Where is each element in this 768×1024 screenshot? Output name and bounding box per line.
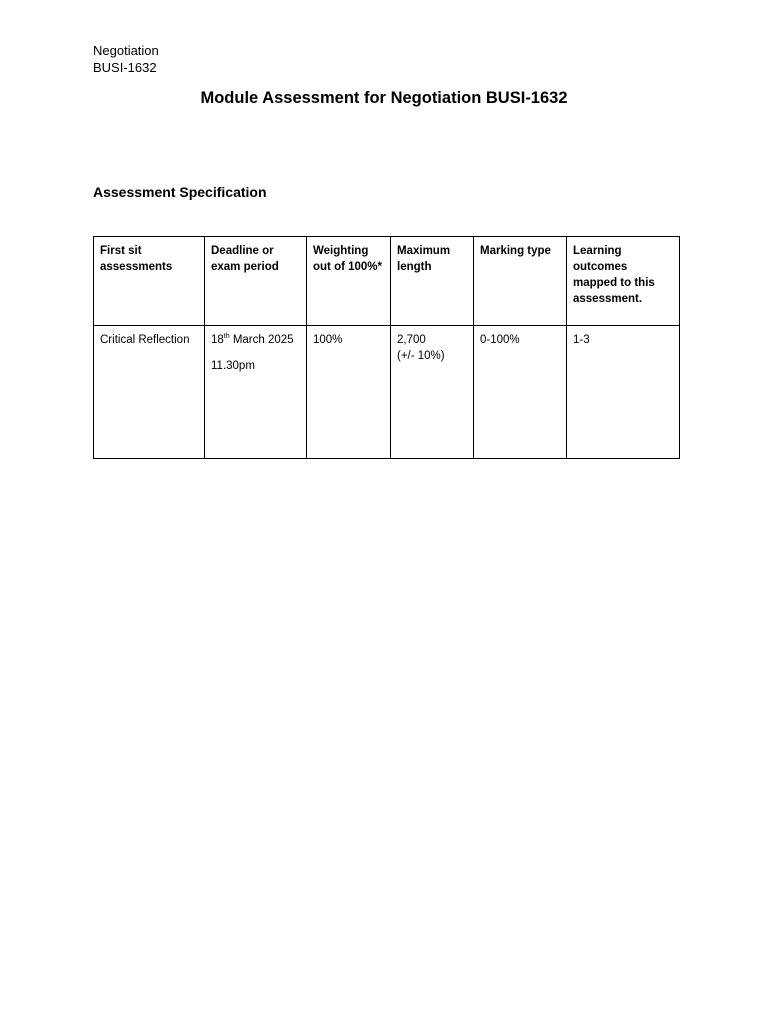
- header-maximum-length: Maximum length: [391, 237, 474, 326]
- length-tolerance: (+/- 10%): [397, 350, 445, 362]
- page-header: [93, 42, 159, 76]
- cell-deadline: [205, 326, 307, 459]
- table-row: [94, 326, 680, 459]
- deadline-time: 11.30pm: [211, 360, 255, 372]
- document-title: Module Assessment for Negotiation BUSI-1632: [200, 89, 568, 107]
- section-heading: Assessment Specification: [93, 184, 267, 200]
- deadline-month-year: March 2025: [229, 334, 294, 346]
- cell-assessment: Critical Reflection: [94, 326, 205, 459]
- header-first-sit-assessments: First sit assessments: [94, 237, 205, 326]
- header-weighting: Weighting out of 100%*: [307, 237, 391, 326]
- header-module-name: Negotiation: [93, 43, 159, 58]
- header-learning-outcomes: Learning outcomes mapped to this assessment.: [567, 237, 680, 326]
- header-deadline: Deadline or exam period: [205, 237, 307, 326]
- table-header-row: [94, 237, 680, 326]
- deadline-day: 18: [211, 334, 224, 346]
- header-marking-type: Marking type: [474, 237, 567, 326]
- deadline-day-suffix: th: [223, 333, 230, 341]
- header-module-code: BUSI-1632: [93, 60, 157, 75]
- cell-weighting: 100%: [307, 326, 391, 459]
- cell-learning-outcomes: 1-3: [567, 326, 680, 459]
- assessment-specification-table: [93, 236, 680, 459]
- length-words: 2,700: [397, 334, 426, 346]
- deadline-date: [211, 332, 300, 348]
- cell-marking-type: 0-100%: [474, 326, 567, 459]
- cell-maximum-length: [391, 326, 474, 459]
